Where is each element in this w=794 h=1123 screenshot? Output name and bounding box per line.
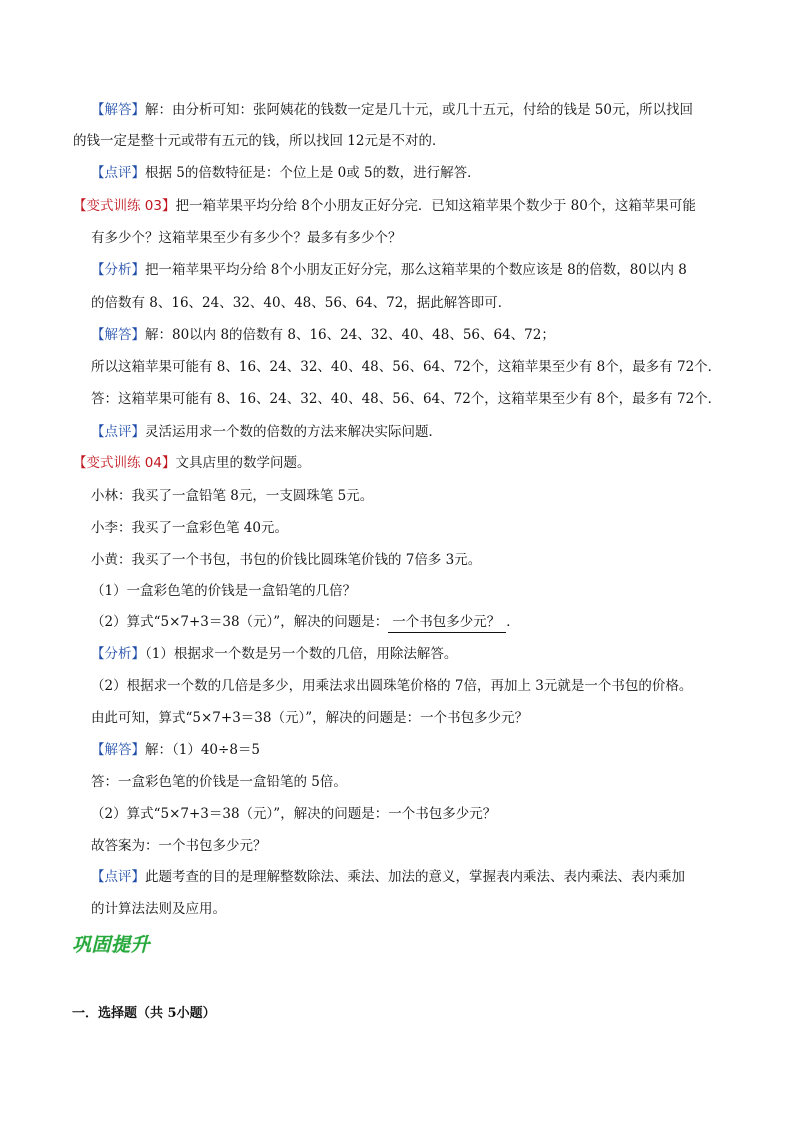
dialogue-line-huang: 小黄：我买了一个书包，书包的价钱比圆珠笔价钱的 7倍多 3元。 bbox=[91, 552, 482, 568]
answer-text: 解：80以内 8的倍数有 8、16、24、32、40、48、56、64、72； bbox=[145, 327, 555, 343]
analysis-paragraph-line bbox=[91, 644, 457, 664]
question-section-heading: 一．选择题（共 5小题） bbox=[72, 1006, 216, 1021]
review-text: 灵活运用求一个数的倍数的方法来解决实际问题． bbox=[145, 424, 442, 440]
answer-tag: 【解答】 bbox=[91, 327, 145, 343]
review-paragraph-line bbox=[91, 867, 685, 887]
answer-text: 解：由分析可知：张阿姨花的钱数一定是几十元，或几十五元，付给的钱是 50元，所以找回 bbox=[145, 102, 693, 118]
review-tag: 【点评】 bbox=[91, 424, 145, 440]
dialogue-line-lin: 小林：我买了一盒铅笔 8元，一支圆珠笔 5元。 bbox=[91, 488, 374, 504]
answer-paragraph-line bbox=[91, 100, 693, 120]
question-2 bbox=[91, 612, 520, 633]
analysis-paragraph-line: 由此可知，算式“5×7+3＝38（元）”，解决的问题是：一个书包多少元？ bbox=[91, 710, 529, 726]
answer-paragraph-line bbox=[91, 325, 555, 345]
analysis-paragraph-line: 的倍数有 8、16、24、32、40、48、56、64、72，据此解答即可． bbox=[91, 295, 512, 311]
answer-paragraph-line: 所以这箱苹果可能有 8、16、24、32、40、48、56、64、72个，这箱苹果至少有 8个，最多有 72个． bbox=[91, 359, 722, 375]
exercise-title-line bbox=[73, 453, 310, 473]
answer-text: 解：（1）40÷8＝5 bbox=[145, 742, 261, 758]
exercise-tag: 【变式训练 03】 bbox=[73, 198, 176, 214]
section-heading: 巩固提升 bbox=[72, 934, 151, 956]
exercise-title-line: 有多少个？这箱苹果至少有多少个？最多有多少个？ bbox=[91, 230, 402, 246]
answer-paragraph-line: 的钱一定是整十元或带有五元的钱，所以找回 12元是不对的． bbox=[73, 133, 446, 149]
exercise-title-line bbox=[73, 196, 696, 216]
answer-tag: 【解答】 bbox=[91, 102, 145, 118]
answer-paragraph-line: 答：这箱苹果可能有 8、16、24、32、40、48、56、64、72个，这箱苹果至少有 8个，最多有 72个． bbox=[91, 391, 722, 407]
exercise-text: 把一箱苹果平均分给 8个小朋友正好分完．已知这箱苹果个数少于 80个，这箱苹果可能 bbox=[175, 198, 696, 214]
review-text: 根据 5的倍数特征是：个位上是 0或 5的数，进行解答． bbox=[145, 165, 481, 181]
dialogue-line-li: 小李：我买了一盒彩色笔 40元。 bbox=[91, 520, 288, 536]
answer-paragraph-line: （2）算式“5×7+3＝38（元）”，解决的问题是：一个书包多少元？ bbox=[91, 806, 497, 822]
analysis-text: （1）根据求一个数是另一个数的几倍，用除法解答。 bbox=[145, 646, 458, 662]
review-paragraph-line bbox=[91, 422, 442, 442]
answer-tag: 【解答】 bbox=[91, 742, 145, 758]
review-paragraph-line bbox=[91, 163, 481, 183]
analysis-paragraph-line: （2）根据求一个数的几倍是多少，用乘法求出圆珠笔价格的 7倍，再加上 3元就是一个书包的价格。 bbox=[91, 678, 693, 694]
question-1: （1）一盒彩色笔的价钱是一盒铅笔的几倍？ bbox=[91, 583, 357, 599]
question-2-suffix: ． bbox=[506, 614, 520, 630]
exercise-text: 文具店里的数学问题。 bbox=[175, 455, 311, 471]
answer-paragraph-line: 答：一盒彩色笔的价钱是一盒铅笔的 5倍。 bbox=[91, 774, 347, 790]
review-tag: 【点评】 bbox=[91, 165, 145, 181]
question-2-text: （2）算式“5×7+3＝38（元）”，解决的问题是： bbox=[91, 614, 389, 630]
analysis-tag: 【分析】 bbox=[91, 646, 145, 662]
answer-paragraph-line bbox=[91, 740, 260, 760]
review-text: 此题考查的目的是理解整数除法、乘法、加法的意义，掌握表内乘法、表内乘法、表内乘加 bbox=[145, 869, 685, 885]
fill-blank-answer: 一个书包多少元？ bbox=[388, 612, 506, 633]
analysis-text: 把一箱苹果平均分给 8个小朋友正好分完，那么这箱苹果的个数应该是 8的倍数，80以内 8 bbox=[145, 262, 687, 278]
exercise-tag: 【变式训练 04】 bbox=[73, 455, 176, 471]
answer-paragraph-line: 故答案为：一个书包多少元？ bbox=[91, 838, 267, 854]
analysis-paragraph-line bbox=[91, 260, 687, 280]
review-tag: 【点评】 bbox=[91, 869, 145, 885]
analysis-tag: 【分析】 bbox=[91, 262, 145, 278]
review-paragraph-line: 的计算法法则及应用。 bbox=[91, 901, 226, 917]
